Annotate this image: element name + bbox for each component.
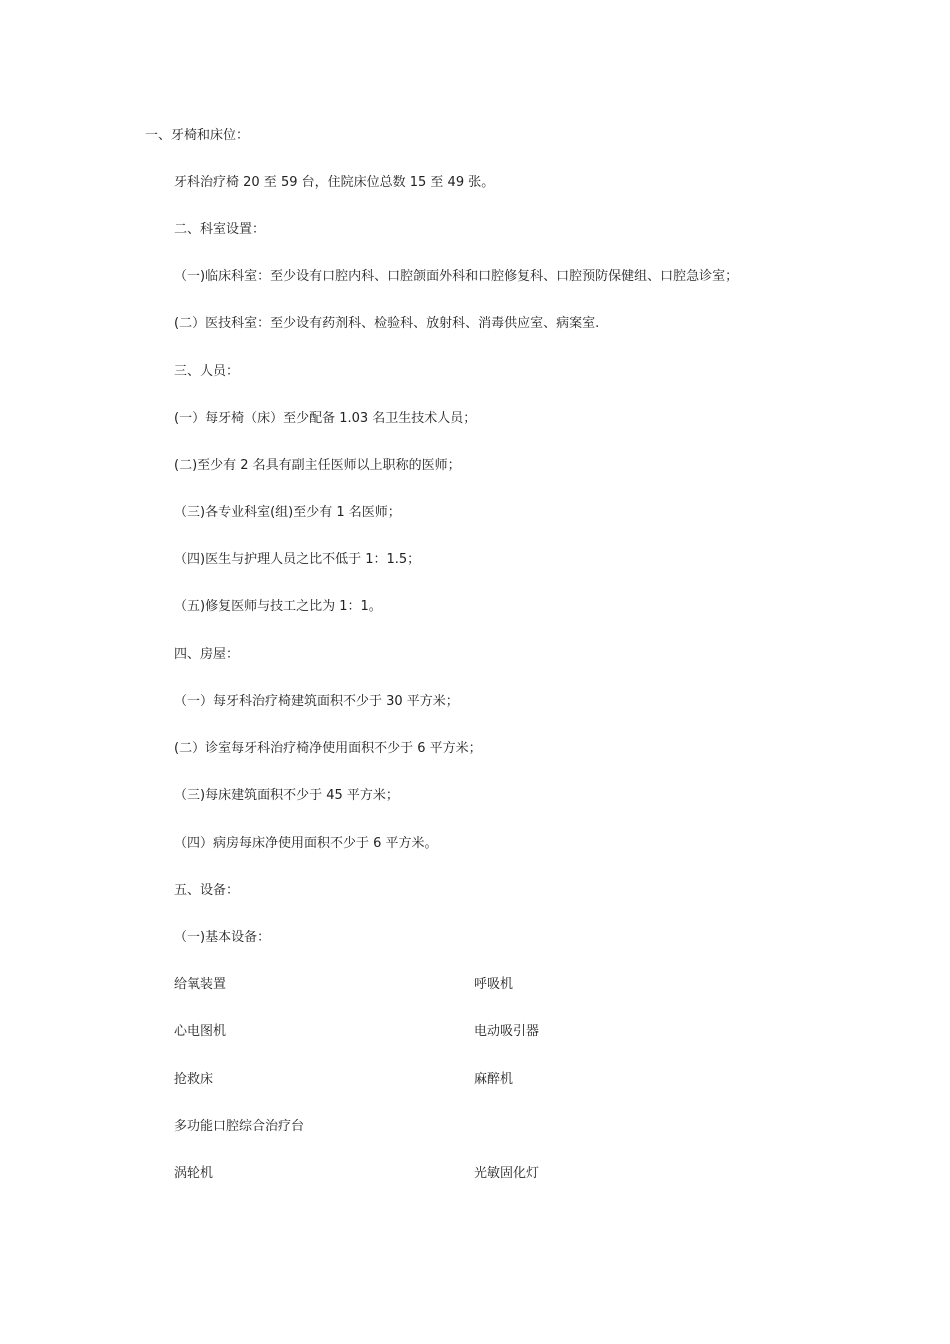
equipment-item: 多功能口腔综合治疗台 bbox=[174, 1119, 305, 1134]
paragraph-doctor-nurse-ratio: （四)医生与护理人员之比不低于 1：1.5； bbox=[174, 552, 421, 567]
section-heading-equipment: 五、设备： bbox=[174, 883, 240, 898]
paragraph-staff-per-chair: (一）每牙椅（床）至少配备 1.03 名卫生技术人员； bbox=[174, 411, 477, 426]
paragraph-clinical-departments: （一)临床科室：至少设有口腔内科、口腔颌面外科和口腔修复科、口腔预防保健组、口腔急诊室； bbox=[174, 269, 739, 284]
subheading-basic-equipment: （一)基本设备： bbox=[174, 930, 271, 945]
paragraph-area-per-bed: （三)每床建筑面积不少于 45 平方米； bbox=[174, 788, 399, 803]
paragraph-clinic-net-area: (二）诊室每牙科治疗椅净使用面积不少于 6 平方米； bbox=[174, 741, 482, 756]
equipment-item: 心电图机 bbox=[174, 1024, 227, 1039]
equipment-item: 电动吸引器 bbox=[474, 1024, 540, 1039]
paragraph-senior-physicians: (二)至少有 2 名具有副主任医师以上职称的医师； bbox=[174, 458, 461, 473]
paragraph-medical-tech-departments: (二）医技科室：至少设有药剂科、检验科、放射科、消毒供应室、病案室. bbox=[174, 316, 600, 331]
equipment-item: 给氧装置 bbox=[174, 977, 227, 992]
paragraph-chair-bed-counts: 牙科治疗椅 20 至 59 台，住院床位总数 15 至 49 张。 bbox=[174, 175, 495, 190]
section-heading-departments: 二、科室设置： bbox=[174, 222, 266, 237]
paragraph-ward-net-area: （四）病房每床净使用面积不少于 6 平方米。 bbox=[174, 836, 438, 851]
equipment-item: 呼吸机 bbox=[474, 977, 514, 992]
equipment-item: 抢救床 bbox=[174, 1072, 214, 1087]
equipment-item: 麻醉机 bbox=[474, 1072, 514, 1087]
paragraph-prosthodontist-technician-ratio: （五)修复医师与技工之比为 1：1。 bbox=[174, 599, 382, 614]
paragraph-area-per-chair: （一）每牙科治疗椅建筑面积不少于 30 平方米； bbox=[174, 694, 459, 709]
equipment-item: 涡轮机 bbox=[174, 1166, 214, 1181]
section-heading-buildings: 四、房屋： bbox=[174, 647, 240, 662]
section-heading-dental-chairs-beds: 一、牙椅和床位： bbox=[145, 128, 250, 143]
section-heading-personnel: 三、人员： bbox=[174, 364, 240, 379]
paragraph-physician-per-department: （三)各专业科室(组)至少有 1 名医师； bbox=[174, 505, 401, 520]
equipment-item: 光敏固化灯 bbox=[474, 1166, 540, 1181]
